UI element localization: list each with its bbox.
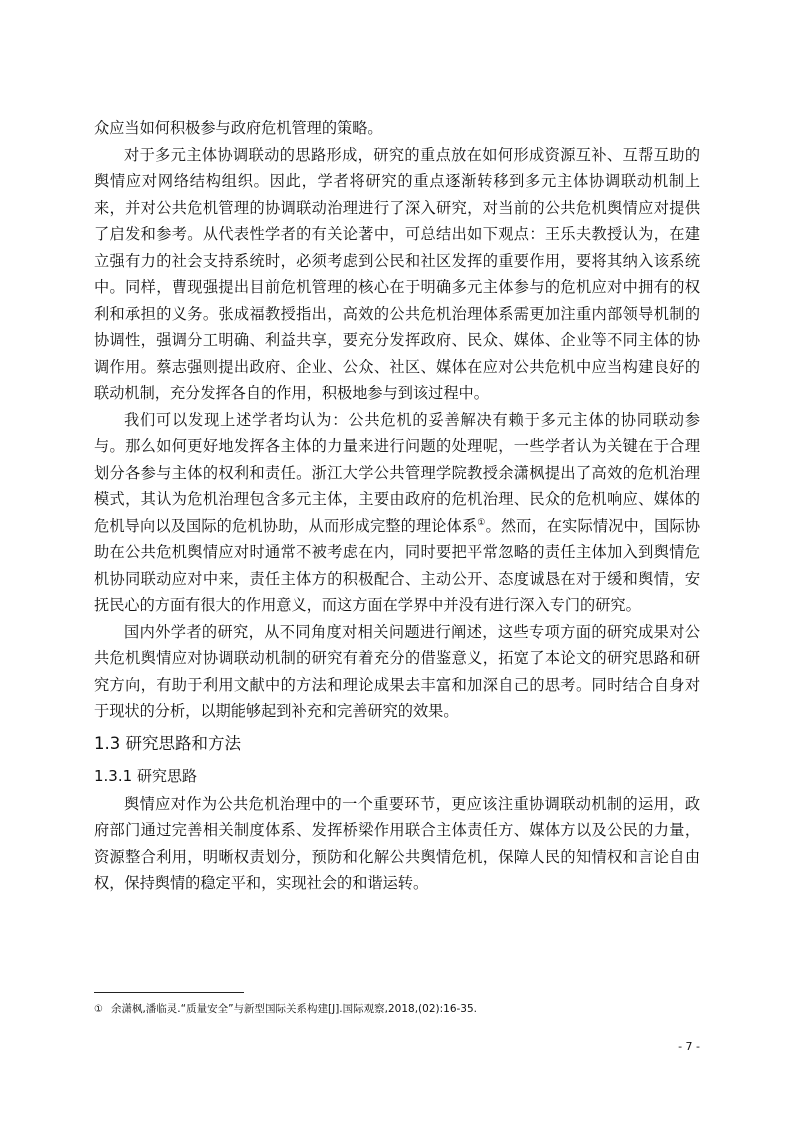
- section-title: 研究思路和方法: [125, 733, 241, 753]
- footnote-reference[interactable]: ①: [477, 517, 486, 528]
- paragraph-4: 国内外学者的研究，从不同角度对相关问题进行阐述，这些专项方面的研究成果对公共危机舆情应对协调联动机制的研究有着充分的借鉴意义，拓宽了本论文的研究思路和研究方向，有助于利用文献中的方法和理论成果去丰富和加深自己的思考。同时结合自身对于现状的分析，以期能够起到补充和完善研究的效果。: [94, 622, 700, 720]
- footnote-mark: ①: [94, 1004, 103, 1015]
- footnote-divider: [94, 992, 244, 993]
- paragraph-3-text-b: 。然而，在实际情况中，国际协助在公共危机舆情应对时通常不被考虑在内，同时要把平常忽略的责任主体加入到舆情危机协同联动应对中来，责任主体方的积极配合、主动公开、态度诚恳在对于缓和舆情，安抚民心的方面有很大的作用意义，而这方面在学界中并没有进行深入专门的研究。: [94, 516, 701, 614]
- subsection-number: 1.3.1: [94, 766, 133, 785]
- subsection-title: 研究思路: [136, 766, 197, 785]
- paragraph-1: 众应当如何积极参与政府危机管理的策略。: [94, 119, 383, 137]
- paragraph-3: [94, 407, 700, 619]
- footnote: [94, 1001, 700, 1018]
- paragraph-3-text-a: 我们可以发现上述学者均认为：公共危机的妥善解决有赖于多元主体的协同联动参与。那么如何更好地发挥各主体的力量来进行问题的处理呢，一些学者认为关键在于合理划分各参与主体的权利和责任。浙江大学公共管理学院教授余潇枫提出了高效的危机治理模式，其认为危机治理包含多元主体，主要由政府的危机治理、民众的危机响应、媒体的危机导向以及国际的危机协助，从而形成完整的理论体系: [94, 410, 700, 535]
- paragraph-2: 对于多元主体协调联动的思路形成，研究的重点放在如何形成资源互补、互帮互助的舆情应对网络结构组织。因此，学者将研究的重点逐渐转移到多元主体协调联动机制上来，并对公共危机管理的协调联动治理进行了深入研究，对当前的公共危机舆情应对提供了启发和参考。从代表性学者的有关论著中，可总结出如下观点：王乐夫教授认为，在建立强有力的社会支持系统时，必须考虑到公民和社区发挥的重要作用，要将其纳入该系统中。同样，曹现强提出目前危机管理的核心在于明确多元主体参与的危机应对中拥有的权利和承担的义务。张成福教授指出，高效的公共危机治理体系需更加注重内部领导机制的协调性，强调分工明确、利益共享，要充分发挥政府、民众、媒体、企业等不同主体的协调作用。蔡志强则提出政府、企业、公众、社区、媒体在应对公共危机中应当构建良好的联动机制，充分发挥各自的作用，积极地参与到该过程中。: [94, 145, 700, 402]
- page-number: - 7 -: [678, 1040, 700, 1053]
- section-number: 1.3: [94, 733, 121, 753]
- subsection-heading: [94, 763, 700, 789]
- section-heading: [94, 731, 700, 757]
- paragraph-5: 舆情应对作为公共危机治理中的一个重要环节，更应该注重协调联动机制的运用，政府部门通过完善相关制度体系、发挥桥梁作用联合主体责任方、媒体方以及公民的力量，资源整合利用，明晰权责划分，预防和化解公共舆情危机，保障人民的知情权和言论自由权，保持舆情的稳定平和，实现社会的和谐运转。: [94, 794, 700, 892]
- footnote-text: 余潇枫,潘临灵.“质量安全”与新型国际关系构建[J].国际观察,2018,(02):16-35.: [110, 1003, 477, 1015]
- body-text: [94, 115, 700, 897]
